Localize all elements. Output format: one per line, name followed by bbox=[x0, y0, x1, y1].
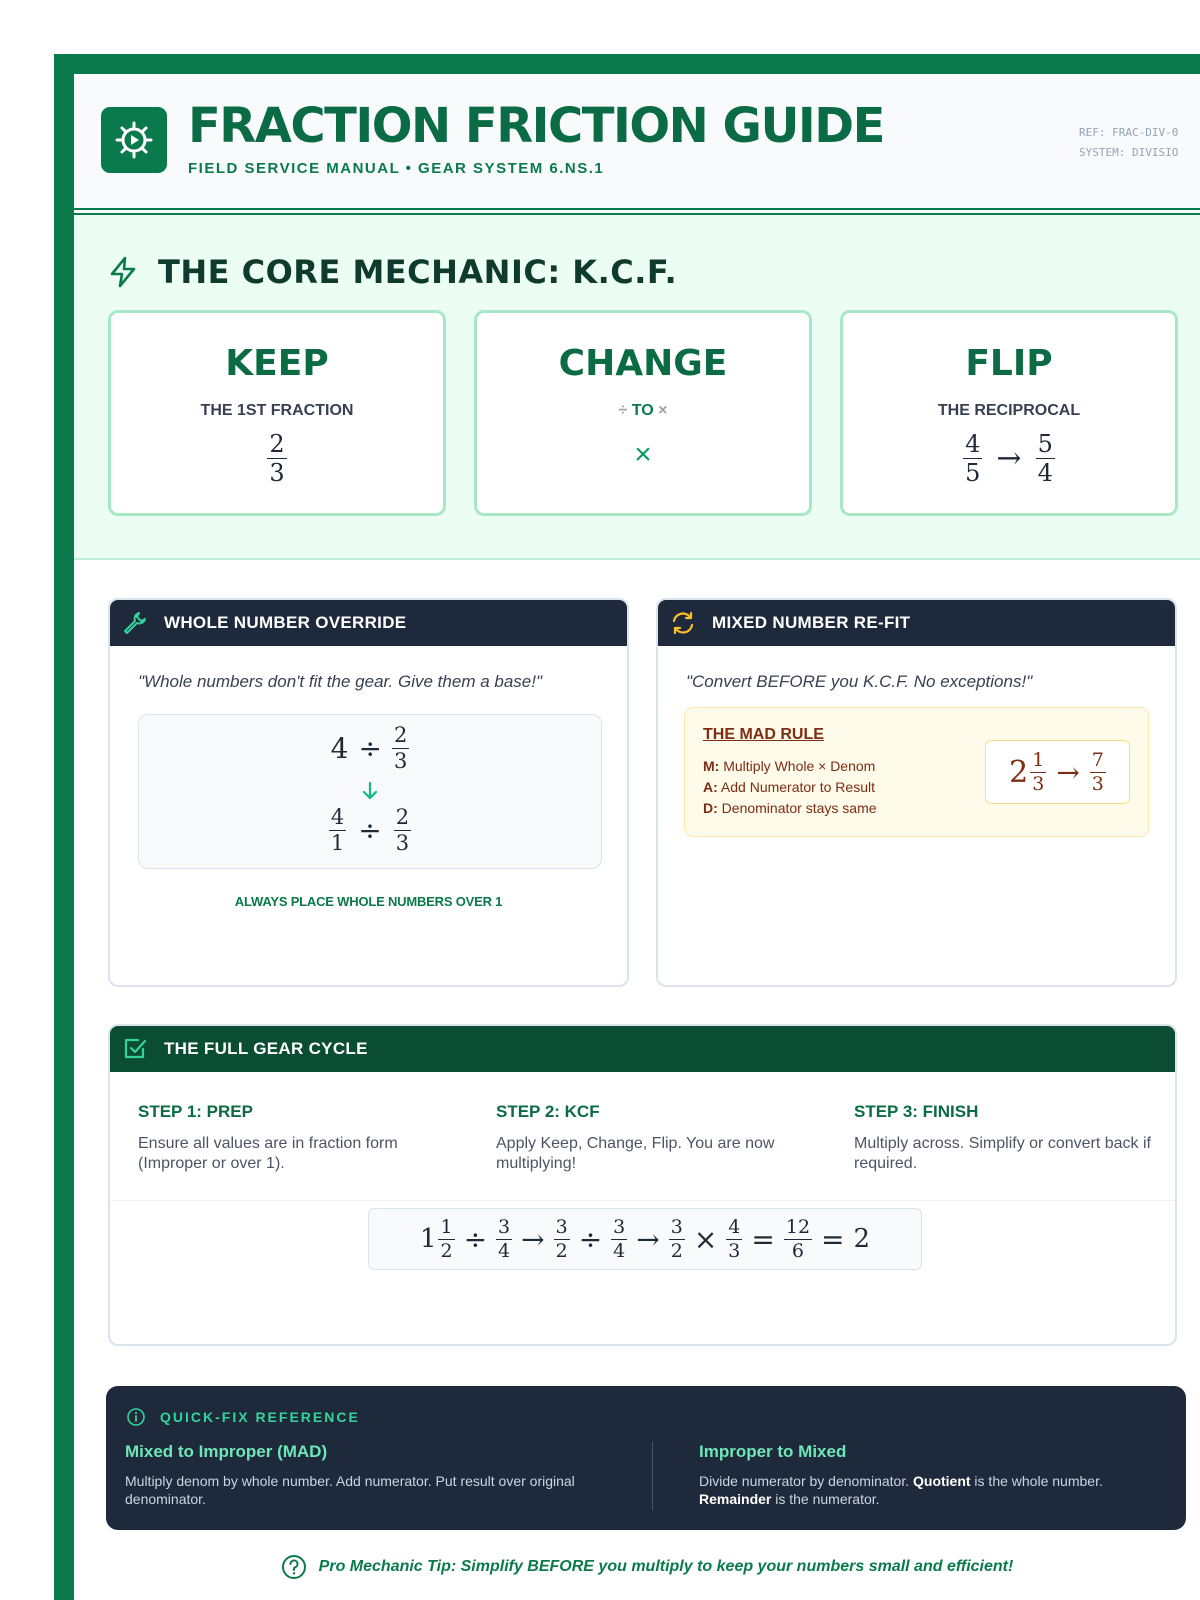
denominator: 4 bbox=[498, 1239, 511, 1262]
step-prep bbox=[138, 1102, 438, 1174]
numerator: 1 bbox=[440, 1215, 453, 1238]
lightning-icon bbox=[108, 256, 138, 288]
flip-subtitle: THE RECIPROCAL bbox=[937, 402, 1081, 419]
arrow: → bbox=[1056, 755, 1080, 789]
system-line: SYSTEM: DIVISIO bbox=[1079, 146, 1179, 159]
panel-title: THE FULL GEAR CYCLE bbox=[164, 1039, 368, 1058]
numerator: 4 bbox=[330, 805, 345, 829]
step-title: STEP 3: FINISH bbox=[854, 1102, 979, 1121]
mad-rule-title: THE MAD RULE bbox=[703, 726, 824, 743]
arrow: → bbox=[521, 1222, 545, 1256]
change-card bbox=[474, 310, 812, 516]
column-divider bbox=[652, 1442, 653, 1510]
change-subtitle bbox=[477, 402, 809, 420]
panel-header bbox=[110, 600, 627, 646]
change-word: CHANGE bbox=[558, 343, 728, 384]
step-description: Multiply across. Simplify or convert back if required. bbox=[854, 1135, 1151, 1172]
divide-sign: ÷ bbox=[358, 814, 382, 847]
desc-part: is the numerator. bbox=[771, 1491, 880, 1507]
wrench-icon bbox=[122, 610, 148, 636]
numerator: 12 bbox=[785, 1215, 811, 1238]
whole-number-example bbox=[138, 714, 602, 869]
equals-sign: = bbox=[751, 1222, 775, 1256]
numerator: 2 bbox=[393, 723, 408, 747]
panel-quote: "Whole numbers don't fit the gear. Give them a base!" bbox=[138, 672, 542, 691]
divide-sign: ÷ bbox=[358, 732, 382, 765]
header-divider bbox=[74, 208, 1200, 215]
arrow-down-icon bbox=[361, 781, 379, 801]
example-before bbox=[139, 725, 601, 772]
check-square-icon bbox=[122, 1036, 148, 1062]
core-mechanic-section bbox=[74, 215, 1200, 560]
step-finish bbox=[854, 1102, 1154, 1174]
quick-fix-description bbox=[699, 1472, 1169, 1508]
pro-tip bbox=[74, 1554, 1200, 1580]
quick-fix-reference bbox=[106, 1386, 1186, 1530]
header bbox=[74, 74, 1200, 208]
ref-line: REF: FRAC-DIV-0 bbox=[1079, 126, 1179, 139]
panel-quote: "Convert BEFORE you K.C.F. No exceptions!" bbox=[686, 672, 1033, 691]
whole-number: 1 bbox=[419, 1224, 437, 1254]
numerator: 2 bbox=[269, 430, 285, 458]
divide-sign: ÷ bbox=[618, 402, 628, 419]
numerator: 3 bbox=[498, 1215, 511, 1238]
reference-code bbox=[1079, 123, 1178, 163]
denominator: 3 bbox=[1032, 772, 1045, 795]
numerator: 4 bbox=[965, 430, 981, 458]
panel-title: MIXED NUMBER RE-FIT bbox=[712, 613, 911, 632]
denominator: 5 bbox=[965, 459, 981, 487]
divide-sign: ÷ bbox=[578, 1222, 603, 1256]
denominator: 3 bbox=[1091, 772, 1104, 795]
step-description: Apply Keep, Change, Flip. You are now multiplying! bbox=[496, 1135, 775, 1172]
example-after bbox=[139, 807, 601, 854]
improper-to-mixed bbox=[699, 1442, 1169, 1508]
mad-step-d bbox=[703, 800, 877, 816]
step-text: Add Numerator to Result bbox=[720, 779, 875, 795]
step-key: A: bbox=[703, 779, 718, 795]
denominator: 2 bbox=[670, 1239, 683, 1262]
flip-card bbox=[840, 310, 1178, 516]
numerator: 3 bbox=[555, 1215, 568, 1238]
step-text: Denominator stays same bbox=[721, 800, 877, 816]
mixed-to-improper bbox=[125, 1442, 595, 1508]
mad-step-m bbox=[703, 758, 875, 774]
panel-header bbox=[658, 600, 1175, 646]
desc-part: is the whole number. bbox=[970, 1473, 1103, 1489]
step-text: Multiply Whole × Denom bbox=[723, 758, 876, 774]
whole-number: 2 bbox=[1009, 754, 1029, 790]
denominator: 2 bbox=[440, 1239, 453, 1262]
result: 2 bbox=[853, 1224, 871, 1254]
multiply-sign: × bbox=[658, 402, 668, 419]
pro-tip-text: Pro Mechanic Tip: Simplify BEFORE you multiply to keep your numbers small and efficient! bbox=[318, 1558, 1014, 1575]
step-description: Ensure all values are in fraction form (Improper or over 1). bbox=[138, 1135, 398, 1172]
step-key: D: bbox=[703, 800, 718, 816]
multiply-symbol: × bbox=[634, 438, 652, 471]
quick-fix-title: Improper to Mixed bbox=[699, 1442, 847, 1461]
quick-fix-title: Mixed to Improper (MAD) bbox=[125, 1442, 328, 1461]
keep-fraction bbox=[111, 432, 443, 485]
step-title: STEP 2: KCF bbox=[496, 1102, 600, 1121]
multiply-sign: × bbox=[693, 1222, 718, 1256]
desc-part: Divide numerator by denominator. bbox=[699, 1473, 913, 1489]
gear-icon bbox=[101, 107, 167, 173]
denominator: 3 bbox=[728, 1239, 741, 1262]
arrow: → bbox=[996, 441, 1022, 476]
numerator: 1 bbox=[1032, 748, 1045, 771]
step-kcf bbox=[496, 1102, 796, 1174]
quick-fix-heading bbox=[126, 1407, 360, 1427]
whole-number-note: ALWAYS PLACE WHOLE NUMBERS OVER 1 bbox=[234, 894, 503, 909]
denominator: 1 bbox=[330, 831, 345, 855]
page-frame bbox=[54, 54, 1200, 1600]
core-heading-text: THE CORE MECHANIC: K.C.F. bbox=[158, 253, 678, 291]
step-title: STEP 1: PREP bbox=[138, 1102, 253, 1121]
keep-word: KEEP bbox=[225, 343, 329, 384]
denominator: 3 bbox=[269, 459, 285, 487]
whole-number-panel bbox=[108, 598, 629, 987]
numerator: 3 bbox=[670, 1215, 683, 1238]
denominator: 4 bbox=[1037, 459, 1053, 487]
desc-bold: Remainder bbox=[699, 1491, 772, 1507]
numerator: 4 bbox=[728, 1215, 741, 1238]
info-icon bbox=[126, 1407, 146, 1427]
numerator: 7 bbox=[1091, 748, 1104, 771]
flip-word: FLIP bbox=[965, 343, 1053, 384]
keep-card bbox=[108, 310, 446, 516]
denominator: 6 bbox=[791, 1239, 804, 1262]
arrow: → bbox=[636, 1222, 660, 1256]
mad-step-a bbox=[703, 779, 875, 795]
desc-bold: Quotient bbox=[913, 1473, 971, 1489]
keep-subtitle: THE 1ST FRACTION bbox=[200, 402, 354, 419]
gear-cycle-panel bbox=[108, 1024, 1177, 1346]
numerator: 2 bbox=[395, 805, 410, 829]
reciprocal-example bbox=[843, 432, 1175, 485]
panel-title: WHOLE NUMBER OVERRIDE bbox=[164, 613, 407, 632]
guide-sheet bbox=[74, 74, 1200, 1600]
refresh-icon bbox=[670, 610, 696, 636]
numerator: 3 bbox=[613, 1215, 626, 1238]
whole-number: 4 bbox=[330, 732, 349, 765]
change-to-text: TO bbox=[631, 402, 654, 419]
mad-rule-box bbox=[684, 707, 1149, 837]
full-cycle-equation bbox=[368, 1208, 922, 1270]
denominator: 2 bbox=[555, 1239, 568, 1262]
divide-sign: ÷ bbox=[463, 1222, 488, 1256]
mixed-number-panel bbox=[656, 598, 1177, 987]
denominator: 3 bbox=[395, 831, 410, 855]
core-heading bbox=[108, 253, 677, 291]
divider bbox=[110, 1200, 1175, 1201]
step-key: M: bbox=[703, 758, 720, 774]
denominator: 3 bbox=[393, 749, 408, 773]
equals-sign: = bbox=[821, 1222, 845, 1256]
quick-fix-heading-text: QUICK-FIX REFERENCE bbox=[160, 1409, 360, 1425]
mad-example bbox=[985, 740, 1130, 804]
page-subtitle: FIELD SERVICE MANUAL • GEAR SYSTEM 6.NS.1 bbox=[188, 160, 605, 177]
page-title: FRACTION FRICTION GUIDE bbox=[188, 98, 884, 154]
panel-header bbox=[110, 1026, 1175, 1072]
numerator: 5 bbox=[1037, 430, 1053, 458]
quick-fix-description: Multiply denom by whole number. Add numerator. Put result over original denominator. bbox=[125, 1473, 575, 1507]
help-circle-icon bbox=[281, 1554, 307, 1580]
denominator: 4 bbox=[613, 1239, 626, 1262]
